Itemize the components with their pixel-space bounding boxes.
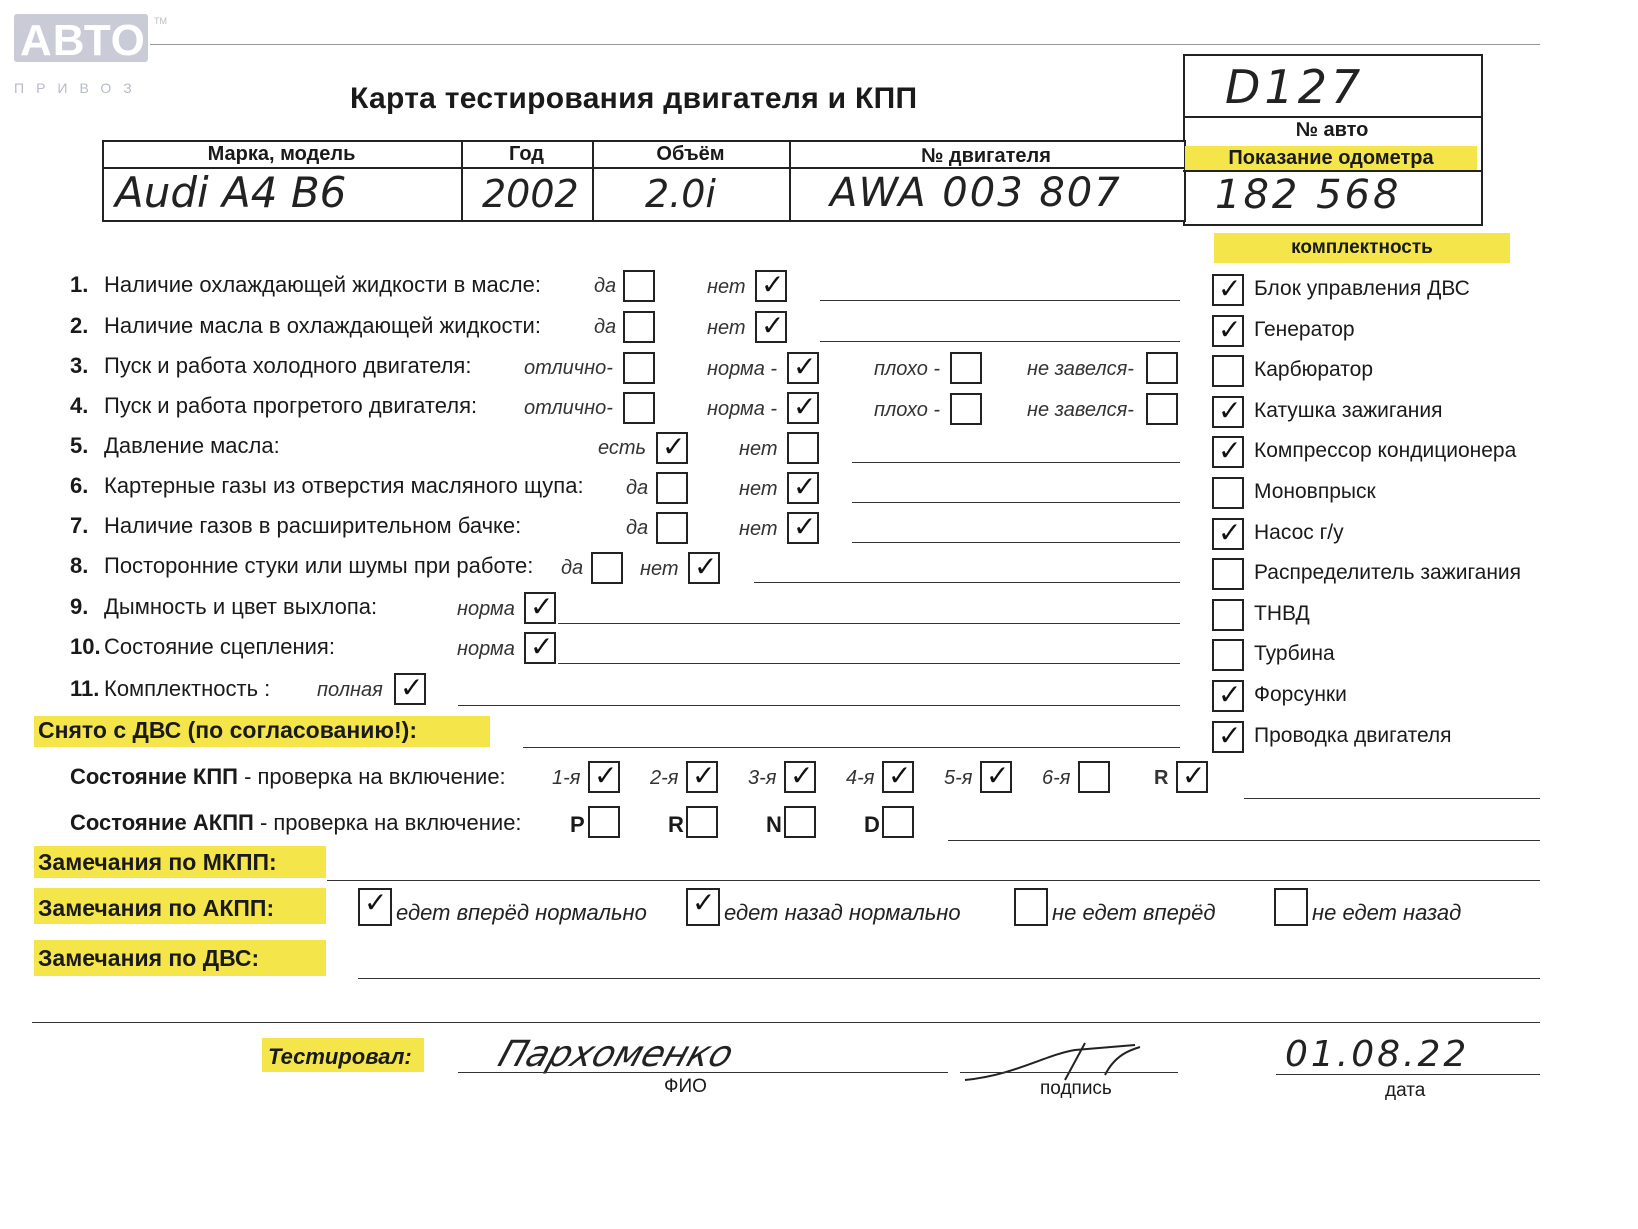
- check-label: Посторонние стуки или шумы при работе:: [104, 553, 534, 578]
- row-line: [558, 663, 1180, 664]
- check-mark-icon: ✓: [986, 759, 1010, 792]
- kpp-gear-label: 1-я: [552, 767, 581, 789]
- check-label: Давление масла:: [104, 433, 280, 458]
- komplekt-item-label: Проводка двигателя: [1254, 723, 1452, 747]
- scan-edge-line: [150, 44, 1540, 45]
- col-header-odometer: Показание одометра: [1228, 147, 1434, 169]
- checkbox-r4-otlichno[interactable]: [623, 392, 655, 424]
- kpp-gear-checkbox[interactable]: [980, 761, 1012, 793]
- tested-label: Тестировал:: [268, 1044, 412, 1069]
- date-value: 01.08.22: [1285, 1034, 1470, 1075]
- value-engine-no: AWA 003 807: [830, 170, 1122, 216]
- check-label: Пуск и работа холодного двигателя:: [104, 353, 472, 378]
- checkbox-r6-net[interactable]: ✓: [787, 472, 819, 504]
- check-mark-icon: ✓: [888, 759, 912, 792]
- checkbox-r4-ploho[interactable]: [950, 393, 982, 425]
- check-number: 4.: [70, 393, 89, 418]
- logo-sub-text: ПРИВОЗ: [14, 80, 144, 96]
- opt-otlichno: отлично-: [524, 357, 613, 379]
- check-mark-icon: ✓: [1218, 272, 1242, 305]
- komplekt-checkbox[interactable]: [1212, 515, 1244, 550]
- checkbox-r4-norma[interactable]: ✓: [787, 392, 819, 424]
- komplekt-checkbox[interactable]: [1212, 477, 1244, 509]
- opt-da: да: [626, 477, 649, 499]
- kpp-gear-checkbox[interactable]: [1078, 761, 1110, 793]
- akpp-remark-checkbox[interactable]: [1014, 888, 1048, 926]
- remarks-mkpp-line: [327, 880, 1540, 881]
- kpp-gear-checkbox[interactable]: [588, 761, 620, 793]
- check-mark-icon: ✓: [1218, 393, 1242, 427]
- akpp-mode-label: R: [668, 812, 684, 837]
- check-number: 3.: [70, 353, 89, 378]
- check-number: 1.: [70, 272, 89, 297]
- akpp-mode-label: D: [864, 812, 880, 837]
- komplekt-checkbox[interactable]: [1212, 599, 1244, 631]
- fio-signature: Пархоменко: [493, 1034, 739, 1075]
- col-header-volume: Объём: [656, 143, 725, 165]
- kpp-gear-label: 6-я: [1042, 767, 1071, 789]
- checkbox-r8-net[interactable]: ✓: [688, 552, 720, 584]
- akpp-line: [948, 840, 1540, 841]
- komplekt-item-label: Турбина: [1254, 642, 1335, 666]
- car-number-label: № авто: [1295, 119, 1369, 141]
- checkbox-r1-da[interactable]: [623, 270, 655, 302]
- opt-otlichno: отлично-: [524, 397, 613, 419]
- komplekt-item-label: Моновпрыск: [1254, 480, 1376, 503]
- opt-norma: норма -: [707, 398, 778, 420]
- car-number-divider: [1183, 116, 1481, 118]
- check-label: Комплектность :: [104, 676, 271, 701]
- logo-main-text: АВТО: [20, 16, 146, 65]
- row-line: [852, 462, 1180, 463]
- snyato-label: Снято с ДВС (по согласованию!):: [38, 717, 417, 743]
- checkbox-r7-da[interactable]: [656, 512, 688, 544]
- checkbox-r2-net[interactable]: ✓: [755, 311, 787, 343]
- opt-norma: норма: [457, 638, 515, 660]
- check-number: 8.: [70, 553, 89, 578]
- komplekt-checkbox[interactable]: [1212, 436, 1244, 468]
- kpp-gear-label: 3-я: [748, 767, 777, 789]
- akpp-mode-checkbox[interactable]: [588, 806, 620, 838]
- check-mark-icon: ✓: [1218, 312, 1242, 346]
- opt-net: нет: [707, 276, 746, 298]
- komplekt-checkbox[interactable]: [1212, 393, 1244, 428]
- row-line: [754, 582, 1180, 583]
- kpp-label: Состояние КПП - проверка на включение:: [70, 764, 506, 789]
- date-line: [1276, 1074, 1540, 1075]
- opt-est: есть: [598, 437, 647, 459]
- date-label: дата: [1385, 1080, 1426, 1101]
- check-mark-icon: ✓: [790, 759, 814, 792]
- komplekt-checkbox[interactable]: [1212, 718, 1244, 753]
- opt-net: нет: [739, 478, 778, 500]
- sign-label: подпись: [1040, 1078, 1112, 1099]
- komplekt-item-label: Блок управления ДВС: [1254, 277, 1470, 300]
- kpp-gear-checkbox[interactable]: [784, 761, 816, 793]
- col-header-engine-no: № двигателя: [921, 145, 1051, 167]
- akpp-mode-checkbox[interactable]: [784, 806, 816, 838]
- komplekt-item-label: Генератор: [1254, 317, 1355, 341]
- checkbox-r10-norma[interactable]: ✓: [524, 632, 556, 664]
- kpp-line: [1244, 798, 1540, 799]
- col-header-model: Марка, модель: [207, 143, 356, 165]
- akpp-remark-label: не едет назад: [1312, 900, 1462, 925]
- check-label: Наличие газов в расширительном бачке:: [104, 513, 522, 538]
- check-number: 6.: [70, 473, 89, 498]
- akpp-mode-checkbox[interactable]: [686, 806, 718, 838]
- check-number: 2.: [70, 313, 89, 338]
- komplekt-item-label: Катушка зажигания: [1254, 398, 1443, 422]
- opt-net: нет: [739, 518, 778, 540]
- check-mark-icon: ✓: [1218, 678, 1242, 711]
- akpp-remark-label: не едет вперёд: [1052, 900, 1216, 925]
- checkbox-r4-ne-zavelsya[interactable]: [1146, 393, 1178, 425]
- checkbox-r1-net[interactable]: ✓: [755, 270, 787, 302]
- kpp-gear-label: 4-я: [846, 767, 875, 789]
- footer-separator: [32, 1022, 1540, 1023]
- fio-label: ФИО: [664, 1076, 707, 1097]
- opt-norma: норма: [457, 598, 515, 620]
- opt-polnaya: полная: [317, 679, 383, 701]
- akpp-remark-checkbox[interactable]: [358, 888, 392, 926]
- opt-net: нет: [739, 438, 778, 460]
- komplekt-item-label: Компрессор кондиционера: [1254, 439, 1517, 463]
- check-label: Наличие масла в охлаждающей жидкости:: [104, 313, 541, 338]
- komplekt-item-label: ТНВД: [1254, 601, 1310, 625]
- brand-logo: [14, 14, 167, 96]
- row-line: [820, 300, 1180, 301]
- kpp-gear-checkbox[interactable]: [882, 761, 914, 793]
- komplekt-item-label: Карбюратор: [1254, 358, 1374, 382]
- remarks-dvs-label: Замечания по ДВС:: [38, 945, 260, 971]
- check-number: 9.: [70, 594, 89, 619]
- checkbox-r2-da[interactable]: [623, 311, 655, 343]
- remarks-akpp-label: Замечания по АКПП:: [38, 895, 275, 921]
- checkbox-r9-norma[interactable]: ✓: [524, 592, 556, 624]
- check-mark-icon: ✓: [692, 886, 716, 919]
- check-label: Наличие охлаждающей жидкости в масле:: [104, 272, 541, 297]
- check-label: Состояние сцепления:: [104, 634, 335, 659]
- sign-line: [960, 1072, 1178, 1073]
- car-number-value: D127: [1225, 60, 1365, 114]
- value-odometer: 182 568: [1215, 172, 1402, 218]
- opt-da: да: [594, 316, 617, 338]
- opt-da: да: [626, 517, 649, 539]
- komplekt-item-label: Распределитель зажигания: [1254, 561, 1522, 585]
- kpp-gear-label: 5-я: [944, 767, 973, 789]
- value-year: 2002: [482, 172, 579, 216]
- opt-ploho: плохо -: [874, 399, 941, 421]
- check-mark-icon: ✓: [1218, 515, 1242, 549]
- checkbox-r3-ne-zavelsya[interactable]: [1146, 352, 1178, 384]
- akpp-remark-checkbox[interactable]: [1274, 888, 1308, 926]
- checkbox-r11-polnaya[interactable]: ✓: [394, 673, 426, 705]
- akpp-remark-label: едет вперёд нормально: [396, 900, 647, 925]
- komplekt-checkbox[interactable]: [1212, 355, 1244, 387]
- checkbox-r3-otlichno[interactable]: [623, 352, 655, 384]
- fio-line: [458, 1072, 948, 1073]
- check-label: Пуск и работа прогретого двигателя:: [104, 393, 478, 418]
- check-number: 11.: [70, 676, 100, 701]
- komplekt-checkbox[interactable]: [1212, 274, 1244, 306]
- row-line: [820, 341, 1180, 342]
- check-label: Картерные газы из отверстия масляного щупа:: [104, 473, 584, 498]
- opt-net: нет: [640, 558, 679, 580]
- row-line: [852, 542, 1180, 543]
- komplekt-checkbox[interactable]: [1212, 680, 1244, 712]
- opt-ne-zavelsya: не завелся-: [1027, 358, 1134, 380]
- logo-tm: TM: [154, 16, 167, 26]
- kpp-gear-label: 2-я: [650, 767, 679, 789]
- check-mark-icon: ✓: [1218, 718, 1242, 752]
- checkbox-r3-norma[interactable]: ✓: [787, 352, 819, 384]
- check-mark-icon: ✓: [1182, 759, 1206, 792]
- checkbox-r8-da[interactable]: [591, 552, 623, 584]
- check-label: Дымность и цвет выхлопа:: [104, 594, 378, 619]
- remarks-mkpp-label: Замечания по МКПП:: [38, 849, 277, 875]
- akpp-mode-label: N: [766, 812, 782, 837]
- akpp-mode-label: P: [570, 812, 585, 837]
- value-model: Audi A4 B6: [115, 168, 347, 217]
- akpp-label: Состояние АКПП - проверка на включение:: [70, 810, 522, 835]
- komplekt-title: комплектность: [1291, 237, 1433, 258]
- snyato-line: [523, 747, 1180, 748]
- opt-da: да: [594, 275, 617, 297]
- check-mark-icon: ✓: [364, 886, 388, 919]
- komplekt-checkbox[interactable]: [1212, 639, 1244, 671]
- opt-ne-zavelsya: не завелся-: [1027, 399, 1134, 421]
- check-mark-icon: ✓: [1218, 434, 1242, 468]
- col-header-year: Год: [509, 143, 544, 165]
- opt-ploho: плохо -: [874, 358, 941, 380]
- opt-net: нет: [707, 317, 746, 339]
- komplekt-item-label: Форсунки: [1254, 683, 1347, 706]
- check-number: 10.: [70, 634, 101, 659]
- checkbox-r7-net[interactable]: ✓: [787, 512, 819, 544]
- page-title: Карта тестирования двигателя и КПП: [350, 82, 918, 115]
- checkbox-r3-ploho[interactable]: [950, 352, 982, 384]
- opt-norma: норма -: [707, 358, 778, 380]
- row-line: [458, 705, 1180, 706]
- komplekt-checkbox[interactable]: [1212, 558, 1244, 590]
- value-volume: 2.0i: [645, 172, 716, 216]
- remarks-dvs-line: [358, 978, 1540, 979]
- checkbox-r5-est[interactable]: ✓: [656, 432, 688, 464]
- check-mark-icon: ✓: [594, 759, 618, 792]
- kpp-gear-checkbox[interactable]: [1176, 761, 1208, 793]
- check-number: 5.: [70, 433, 89, 458]
- row-line: [852, 502, 1180, 503]
- komplekt-item-label: Насос г/у: [1254, 520, 1344, 544]
- opt-da: да: [561, 557, 584, 579]
- kpp-gear-checkbox[interactable]: [686, 761, 718, 793]
- akpp-remark-checkbox[interactable]: [686, 888, 720, 926]
- checkbox-r6-da[interactable]: [656, 472, 688, 504]
- row-line: [558, 623, 1180, 624]
- akpp-remark-label: едет назад нормально: [724, 900, 961, 925]
- check-number: 7.: [70, 513, 89, 538]
- checkbox-r5-net[interactable]: [787, 432, 819, 464]
- akpp-mode-checkbox[interactable]: [882, 806, 914, 838]
- check-mark-icon: ✓: [692, 759, 716, 792]
- komplekt-checkbox[interactable]: [1212, 312, 1244, 347]
- kpp-gear-label: R: [1154, 767, 1169, 789]
